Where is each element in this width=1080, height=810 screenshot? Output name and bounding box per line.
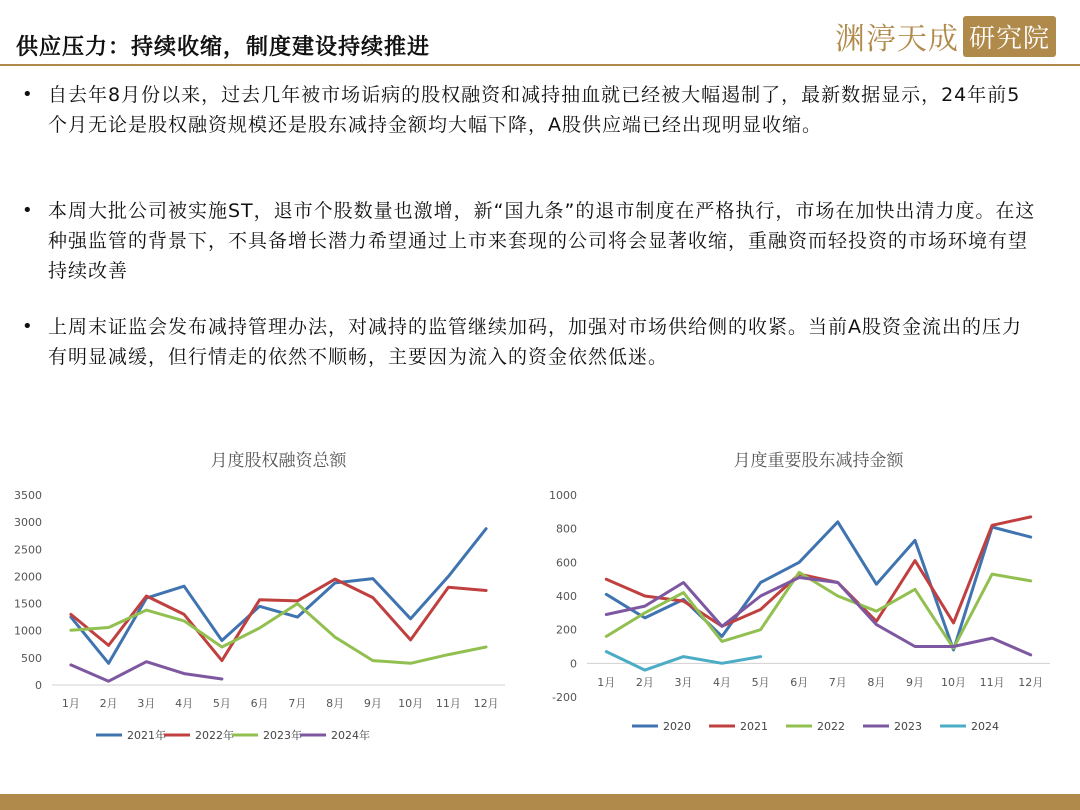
legend-label: 2022 [817, 720, 845, 733]
bullet-text-3: 上周末证监会发布减持管理办法，对减持的监管继续加码，加强对市场供给侧的收紧。当前A股资金流出的压力有明显减缓，但行情走的依然不顺畅，主要因为流入的资金依然低迷。 [48, 316, 1023, 368]
bullet-dot-icon: • [22, 84, 33, 105]
x-tick-label: 10月 [398, 697, 424, 710]
legend-label: 2022年 [195, 729, 234, 742]
page-title: 供应压力：持续收缩，制度建设持续推进 [16, 35, 431, 60]
y-tick-label: 600 [556, 556, 577, 570]
series-line-2021年 [71, 529, 486, 664]
legend-label: 2021年 [127, 729, 166, 742]
brand-logo [835, 16, 1056, 56]
x-tick-label: 3月 [137, 697, 156, 710]
footer-bar [0, 794, 1080, 810]
x-tick-label: 2月 [635, 676, 654, 689]
shareholder-reduction-chart-svg [540, 440, 1070, 760]
x-tick-label: 11月 [979, 676, 1005, 689]
y-tick-label: 400 [556, 590, 577, 603]
x-tick-label: 11月 [435, 697, 461, 710]
y-tick-label: 1500 [14, 597, 42, 611]
equity-financing-chart-svg [0, 440, 525, 760]
shareholder-reduction-chart [540, 440, 1070, 760]
y-tick-label: 1000 [14, 624, 42, 638]
series-line-2024年 [71, 662, 222, 682]
series-line-2024 [606, 652, 760, 671]
x-tick-label: 8月 [867, 676, 886, 689]
chart-title: 月度股权融资总额 [210, 451, 347, 471]
y-tick-label: 0 [35, 679, 42, 692]
bullet-text-2: 本周大批公司被实施ST，退市个股数量也激增，新“国九条”的退市制度在严格执行，市场在加快出清力度。在这种强监管的背景下，不具备增长潜力希望通过上市来套现的公司将会显著收缩，重融资而轻投资的市场环境有望持续改善 [48, 200, 1036, 282]
legend-label: 2023 [894, 720, 922, 733]
legend-label: 2020 [663, 720, 691, 733]
y-tick-label: 3000 [14, 516, 42, 530]
y-tick-label: 3500 [14, 489, 42, 502]
bullet-dot-icon: • [22, 200, 33, 221]
x-tick-label: 6月 [790, 676, 809, 689]
x-tick-label: 7月 [828, 676, 847, 689]
legend-label: 2021 [740, 720, 768, 733]
logo-text: 渊渟天成 [834, 22, 959, 57]
y-tick-label: 1000 [549, 489, 577, 502]
x-tick-label: 7月 [288, 697, 307, 710]
x-tick-label: 6月 [250, 697, 269, 710]
x-tick-label: 4月 [175, 697, 194, 710]
x-tick-label: 8月 [326, 697, 345, 710]
x-tick-label: 3月 [674, 676, 693, 689]
chart-title: 月度重要股东减持金额 [733, 451, 904, 471]
x-tick-label: 9月 [363, 697, 382, 710]
x-tick-label: 12月 [1018, 676, 1044, 689]
x-tick-label: 1月 [61, 697, 80, 710]
y-tick-label: 2000 [14, 570, 42, 584]
y-tick-label: 0 [570, 657, 577, 671]
equity-financing-chart [0, 440, 525, 760]
y-tick-label: 500 [21, 651, 42, 665]
y-tick-label: 800 [556, 522, 577, 536]
bullet-dot-icon: • [22, 316, 33, 337]
x-tick-label: 1月 [597, 676, 616, 689]
logo-box: 研究院 [963, 16, 1056, 57]
header-divider [0, 64, 1080, 66]
x-tick-label: 5月 [751, 676, 770, 689]
bullet-text-1: 自去年8月份以来，过去几年被市场诟病的股权融资和减持抽血就已经被大幅遏制了，最新数据显示，24年前5个月无论是股权融资规模还是股东减持金额均大幅下降，A股供应端已经出现明显收缩。 [48, 84, 1021, 136]
legend-label: 2024年 [331, 729, 370, 742]
x-tick-label: 10月 [941, 676, 967, 689]
y-tick-label: 2500 [14, 543, 42, 557]
legend-label: 2023年 [263, 729, 302, 742]
x-tick-label: 5月 [212, 697, 231, 710]
y-tick-label: 200 [556, 623, 577, 637]
x-tick-label: 4月 [713, 676, 732, 689]
x-tick-label: 2月 [99, 697, 118, 710]
x-tick-label: 12月 [473, 697, 499, 710]
legend-label: 2024 [971, 720, 999, 733]
x-tick-label: 9月 [905, 676, 924, 689]
y-tick-label: -200 [552, 691, 577, 704]
